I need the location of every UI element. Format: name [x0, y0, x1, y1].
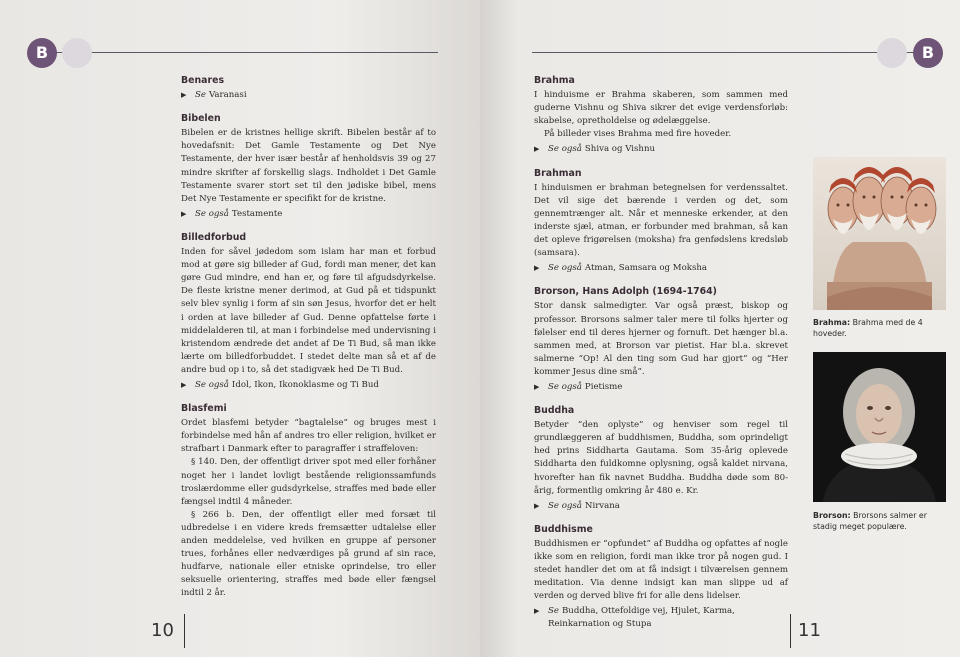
caption-text: Brahma med de 4 hoveder.: [813, 318, 923, 338]
glossary-entry: [534, 167, 788, 276]
entry-paragraph: Bibelen er de kristnes hellige skrift. Bibelen består af to hovedafsnit: Det Gamle Testamente og Det Nye Testamente, der hver især består af henholdsvis 39 og 27 mindre skrifter af forskellig slags. Indholdet i Det Gamle Testamente svarer stort set til den jødiske bibel, mens Det Nye Testamente er specifikt for de kristne.: [181, 128, 436, 204]
page-number-right: 11: [798, 620, 821, 641]
entry-heading: Billedforbud: [181, 231, 247, 243]
brahma-caption: [813, 318, 943, 339]
see-also-reference: [181, 379, 436, 392]
entry-paragraph: Betyder “den oplyste” og henviser som regel til grundlæggeren af buddhismen, Buddha, som oprindeligt hed prins Siddharta Gautama. Som 35-årig oplevede Siddharta den fuldkomne oplysning, også kaldet nirvana, hvorefter han fik navnet Buddha. Buddha døde som 80-årig, formentlig omkring år 480 e. Kr.: [534, 420, 788, 496]
entry-heading: Bibelen: [181, 113, 221, 125]
brahma-photo: [813, 157, 946, 310]
entry-body: [534, 419, 788, 498]
header-rule: [40, 52, 438, 53]
see-also-reference: [534, 605, 788, 631]
see-also-reference: [534, 500, 788, 513]
entry-body: [534, 538, 788, 603]
see-label: Se: [548, 606, 559, 617]
see-label: Se også: [195, 379, 229, 390]
triangle-right-icon: ▶: [534, 501, 540, 510]
right-page: [480, 0, 960, 657]
see-target: Buddha, Ottefoldige vej, Hjulet, Karma, Reinkarnation og Stupa: [548, 606, 735, 630]
glossary-entry: [181, 231, 436, 392]
entry-paragraph: Inden for såvel jødedom som islam har man et forbud mod at gøre sig billeder af Gud, fordi man mener, det kan gøre Gud mindre, end han er, og føre til afgudsdyrkelse. De fleste kristne mener derimod, at Gud på et tidspunkt selv blev synlig i form af sin søn Jesus, hvorfor det er helt i orden at lave billeder af Gud. Denne opfattelse førte i middelalderen til, at man i forbindelse med undervisning i kristendom ændrede det andet af De Ti Bud, så man ikke lærte om billedforbuddet. I stedet delte man så et af de andre bud op i to, så det stadigvæk hed De Ti Bud.: [181, 247, 436, 375]
entry-heading: Brorson, Hans Adolph (1694-1764): [534, 286, 717, 298]
glossary-entry: [181, 402, 436, 600]
entry-paragraph: § 140. Den, der offentligt driver spot med eller forhåner noget her i landet lovligt bestående religionssamfunds troslærdomme eller gudsdyrkelse, straffes med bøde eller fængsel indtil 4 måneder.: [181, 457, 436, 507]
entry-heading: Benares: [181, 75, 225, 86]
see-target: Idol, Ikon, Ikonoklasme og Ti Bud: [231, 379, 379, 390]
caption-label: Brahma:: [813, 318, 851, 327]
glossary-entry: [534, 74, 788, 157]
header-rule: [532, 52, 928, 53]
caption-label: Brorson:: [813, 511, 851, 520]
page-number-rule-right: [790, 614, 791, 648]
glossary-entry: [534, 404, 788, 513]
section-letter-badge: B: [27, 38, 57, 68]
see-also-reference: [534, 143, 788, 156]
page-number-left: 10: [151, 620, 174, 641]
triangle-right-icon: ▶: [534, 607, 540, 616]
entry-body: [181, 127, 436, 206]
caption-text: Brorsons salmer er stadig meget populære.: [813, 511, 927, 531]
brorson-caption: [813, 511, 943, 532]
entry-body: [181, 246, 436, 377]
entry-paragraph: Stor dansk salmedigter. Var også præst, biskop og professor. Brorsons salmer taler mere til folks hjerter og følelser end til deres hjerner og fornuft. Det hænger bl.a. sammen med, at Brorson var pietist. Har bl.a. skrevet salmerne “Op! Al den ting som Gud har gjort” og “Her kommer Jesus dine små”.: [534, 301, 788, 377]
entry-paragraph: På billeder vises Brahma med fire hoveder.: [544, 129, 732, 140]
glossary-entry: [534, 285, 788, 394]
glossary-entry: [181, 112, 436, 221]
see-target: Varanasi: [208, 90, 247, 101]
entry-heading: Buddha: [534, 405, 575, 417]
entry-paragraph: § 266 b. Den, der offentligt eller med forsæt til udbredelse i en videre kreds fremsætter udtalelse eller anden meddelelse, ved hvilken en gruppe af personer trues, forhånes eller nedværdiges på grund af sin race, hudfarve, nationale eller etniske oprindelse, tro eller seksuelle orientering, straffes med bøde eller fængsel indtil 2 år.: [181, 509, 436, 599]
entry-body: [534, 89, 788, 141]
section-letter-badge: B: [913, 38, 943, 68]
see-target: Atman, Samsara og Moksha: [584, 263, 708, 274]
see-target: Nirvana: [584, 500, 620, 511]
triangle-right-icon: ▶: [534, 145, 540, 154]
see-also-reference: [181, 89, 436, 102]
entry-body: [181, 417, 436, 600]
see-label: Se også: [548, 381, 582, 392]
entry-paragraph: Ordet blasfemi betyder “bagtalelse” og bruges mest i forbindelse med hån af andres tro eller religion, hvilket er strafbart i Danmark efter to paragraffer i straffeloven:: [181, 418, 436, 455]
entry-heading: Buddhisme: [534, 523, 593, 535]
entry-body: [534, 300, 788, 379]
entry-paragraph: Buddhismen er “opfundet” af Buddha og opfattes af nogle ikke som en religion, fordi man ikke tror på nogen gud. I stedet handler det om at få indsigt i tilværelsen gennem meditation. Via denne indsigt kan man slippe ud af verden og derved blive fri for alle dens lidelser.: [534, 538, 788, 602]
left-column: [181, 74, 436, 610]
see-target: Testamente: [231, 208, 283, 219]
entry-body: [534, 182, 788, 261]
entry-heading: Brahman: [534, 167, 582, 179]
see-label: Se også: [195, 208, 229, 219]
see-label: Se også: [548, 144, 582, 155]
triangle-right-icon: ▶: [534, 382, 540, 391]
see-label: Se også: [548, 500, 582, 511]
triangle-right-icon: ▶: [181, 380, 187, 389]
see-target: Pietisme: [584, 381, 623, 392]
see-label: Se også: [548, 263, 582, 274]
entry-heading: Blasfemi: [181, 403, 227, 415]
triangle-right-icon: ▶: [181, 209, 187, 218]
see-also-reference: [181, 208, 436, 221]
section-badge-shadow: [62, 38, 92, 68]
glossary-entry: [534, 523, 788, 632]
triangle-right-icon: ▶: [534, 264, 540, 273]
triangle-right-icon: ▶: [181, 91, 187, 100]
right-column: [534, 74, 788, 642]
section-badge-shadow: [877, 38, 907, 68]
see-target: Shiva og Vishnu: [584, 144, 656, 155]
entry-paragraph: I hinduisme er Brahma skaberen, som sammen med guderne Vishnu og Shiva sikrer det evige verdensforløb: skabelse, opretholdelse og ødelæggelse.: [534, 90, 788, 127]
entry-heading: Brahma: [534, 75, 575, 86]
page-number-rule-left: [184, 614, 185, 648]
glossary-entry: [181, 74, 436, 102]
see-also-reference: [534, 262, 788, 275]
brorson-portrait: [813, 352, 946, 502]
see-also-reference: [534, 381, 788, 394]
entry-paragraph: I hinduismen er brahman betegnelsen for verdenssaltet. Det vil sige det bærende i verden og det, som gennemtrænger alt. Når et menneske erkender, at den inderste sjæl, atman, er forbunder med brahman, så kan det opleve frigørelsen (moksha) fra genfødslens kredsløb (samsara).: [534, 182, 788, 259]
see-label: Se: [195, 90, 206, 101]
